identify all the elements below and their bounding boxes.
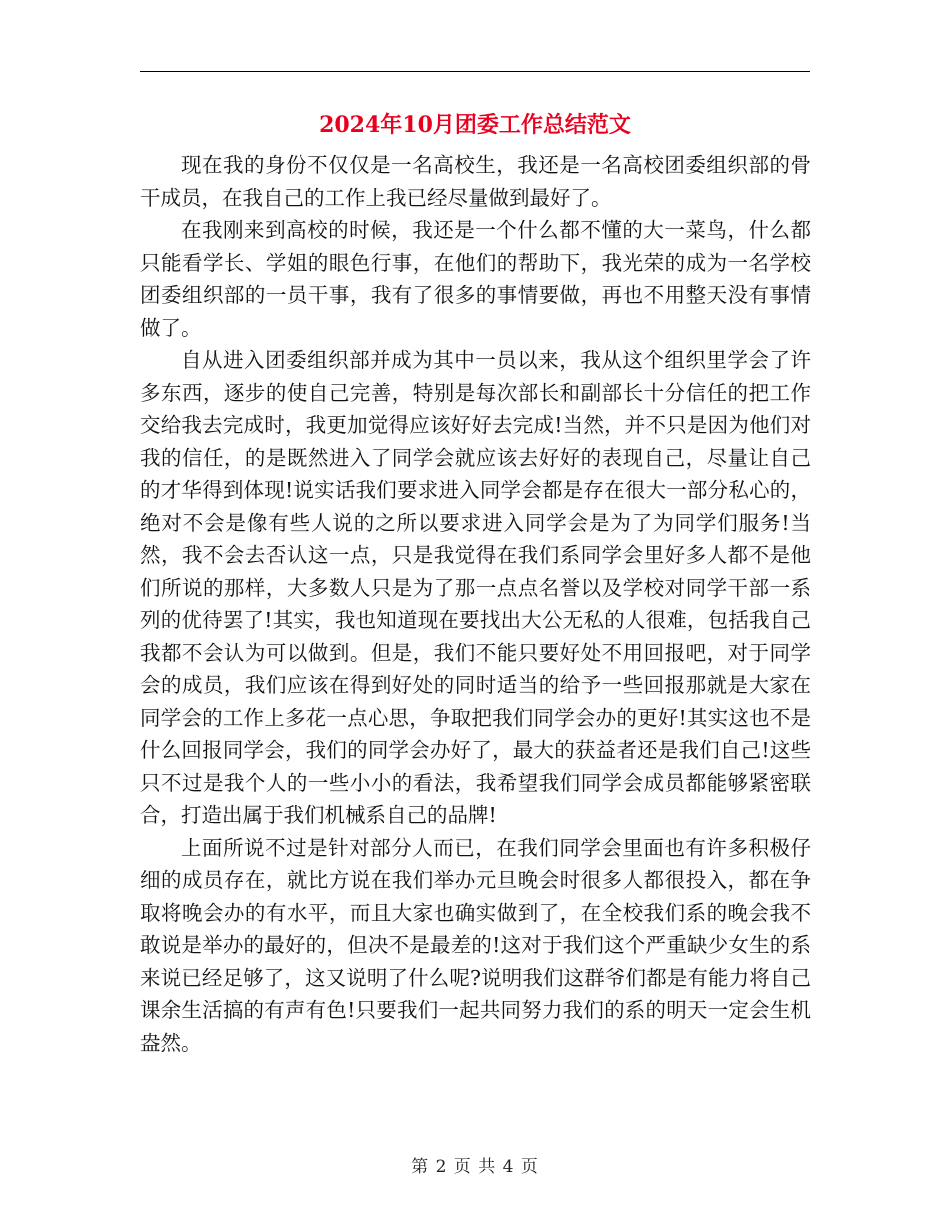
paragraph-3: 自从进入团委组织部并成为其中一员以来，我从这个组织里学会了许多东西，逐步的使自己完善，特别是每次部长和副部长十分信任的把工作交给我去完成时，我更加觉得应该好好去完成!当然，并不只是因为他们对我的信任，的是既然进入了同学会就应该去好好的表现自己，尽量让自己的才华得到体现!说实话我们要求进入同学会都是存在很大一部分私心的，绝对不会是像有些人说的之所以要求进入同学会是为了为同学们服务!当然，我不会去否认这一点，只是我觉得在我们系同学会里好多人都不是他们所说的那样，大多数人只是为了那一点点名誉以及学校对同学干部一系列的优待罢了!其实，我也知道现在要找出大公无私的人很难，包括我自己我都不会认为可以做到。但是，我们不能只要好处不用回报吧，对于同学会的成员，我们应该在得到好处的同时适当的给予一些回报那就是大家在同学会的工作上多花一点心思，争取把我们同学会办的更好!其实这也不是什么回报同学会，我们的同学会办好了，最大的获益者还是我们自己!这些只不过是我个人的一些小小的看法，我希望我们同学会成员都能够紧密联合，打造出属于我们机械系自己的品牌! [140,348,811,827]
paragraph-2: 在我刚来到高校的时候，我还是一个什么都不懂的大一菜鸟，什么都只能看学长、学姐的眼色行事，在他们的帮助下，我光荣的成为一名学校团委组织部的一员干事，我有了很多的事情要做，再也不用整天没有事情做了。 [140,218,811,340]
document-title: 2024年10月团委工作总结范文 [319,112,631,138]
paragraph-4: 上面所说不过是针对部分人而已，在我们同学会里面也有许多积极仔细的成员存在，就比方说在我们举办元旦晚会时很多人都很投入，都在争取将晚会办的有水平，而且大家也确实做到了，在全校我们系的晚会我不敢说是举办的最好的，但决不是最差的!这对于我们这个严重缺少女生的系来说已经足够了，这又说明了什么呢?说明我们这群爷们都是有能力将自己课余生活搞的有声有色!只要我们一起共同努力我们的系的明天一定会生机盎然。 [140,835,811,1055]
page-number: 第 2 页 共 4 页 [411,1157,539,1177]
paragraph-1: 现在我的身份不仅仅是一名高校生，我还是一名高校团委组织部的骨干成员，在我自己的工作上我已经尽量做到最好了。 [140,153,811,210]
header-rule [140,71,810,72]
document-body [140,149,811,1059]
